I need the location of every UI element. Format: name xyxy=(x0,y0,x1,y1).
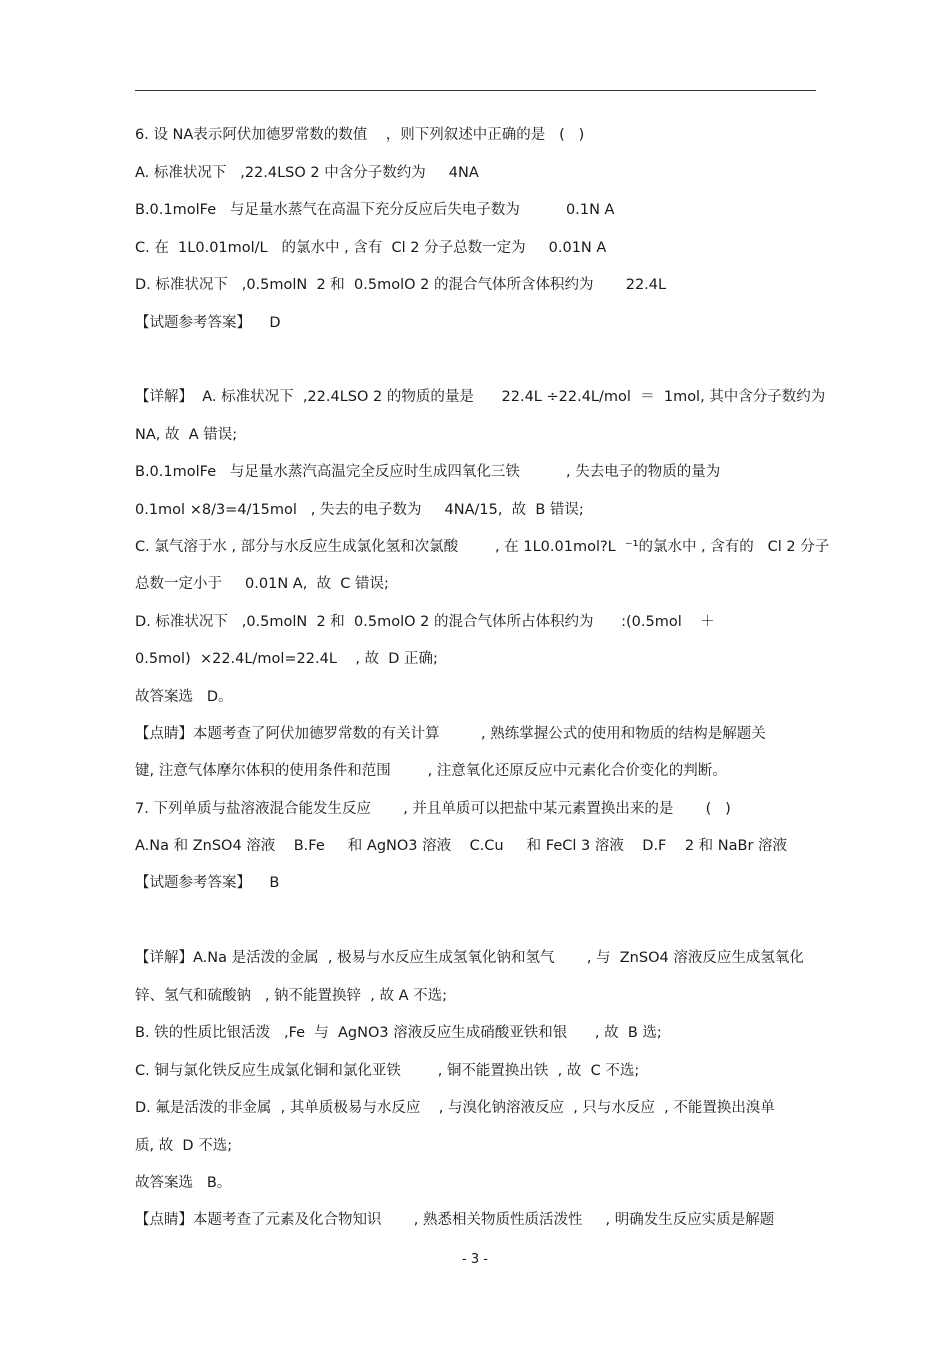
answer-line: 【试题参考答案】 B xyxy=(135,875,280,891)
text-line: 【点睛】本题考查了阿伏加德罗常数的有关计算 , 熟练掌握公式的使用和物质的结构是解题关 xyxy=(135,726,766,742)
text-line: B. 铁的性质比银活泼 ,Fe 与 AgNO3 溶液反应生成硝酸亚铁和银 , 故 B 选; xyxy=(135,1025,662,1041)
text-line: 6. 设 NA表示阿伏加德罗常数的数值 ，则下列叙述中正确的是 ( ) xyxy=(135,127,585,143)
text-line: B.0.1molFe 与足量水蒸汽高温完全反应时生成四氧化三铁 , 失去电子的物质的量为 xyxy=(135,464,721,480)
text-line: D. 标准状况下 ,0.5molN 2 和 0.5molO 2 的混合气体所含体积约为 22.4L xyxy=(135,277,667,293)
text-line: D. 氟是活泼的非金属 , 其单质极易与水反应 , 与溴化钠溶液反应 , 只与水反应 , 不能置换出溴单 xyxy=(135,1100,775,1116)
text-line: 键, 注意气体摩尔体积的使用条件和范围 , 注意氧化还原反应中元素化合价变化的判断。 xyxy=(135,763,727,779)
page-number: - 3 - xyxy=(462,1252,488,1267)
text-line: A.Na 和 ZnSO4 溶液 B.Fe 和 AgNO3 溶液 C.Cu 和 FeCl 3 溶液 D.F 2 和 NaBr 溶液 xyxy=(135,838,788,854)
text-line: 故答案选 B。 xyxy=(135,1175,232,1191)
text-line: 【详解】A.Na 是活泼的金属 , 极易与水反应生成氢氧化钠和氢气 , 与 ZnSO4 溶液反应生成氢氧化 xyxy=(135,950,804,966)
text-line: C. 在 1L0.01mol/L 的氯水中 , 含有 Cl 2 分子总数一定为 0.01N A xyxy=(135,240,607,256)
text-line: 【详解】 A. 标准状况下 ,22.4LSO 2 的物质的量是 22.4L ÷22.4L/mol ＝ 1mol, 其中含分子数约为 xyxy=(135,389,826,405)
text-line: A. 标准状况下 ,22.4LSO 2 中含分子数约为 4NA xyxy=(135,165,479,181)
text-line: C. 氯气溶于水 , 部分与水反应生成氯化氢和次氯酸 , 在 1L0.01mol?L ⁻¹的氯水中 , 含有的 Cl 2 分子 xyxy=(135,539,830,555)
text-line: D. 标准状况下 ,0.5molN 2 和 0.5molO 2 的混合气体所占体积约为 :(0.5mol ＋ xyxy=(135,614,715,630)
text-line: 质, 故 D 不选; xyxy=(135,1138,233,1154)
text-line: C. 铜与氯化铁反应生成氯化铜和氯化亚铁 , 铜不能置换出铁 , 故 C 不选; xyxy=(135,1063,640,1079)
text-line: 锌、氢气和硫酸钠 , 钠不能置换锌 , 故 A 不选; xyxy=(135,988,448,1004)
text-line: NA, 故 A 错误; xyxy=(135,427,238,443)
text-line: 总数一定小于 0.01N A, 故 C 错误; xyxy=(135,576,389,592)
text-line: 0.1mol ×8/3=4/15mol , 失去的电子数为 4NA/15, 故 B 错误; xyxy=(135,502,584,518)
text-line: B.0.1molFe 与足量水蒸气在高温下充分反应后失电子数为 0.1N A xyxy=(135,202,615,218)
answer-line: 【试题参考答案】 D xyxy=(135,315,281,331)
text-line: 0.5mol) ×22.4L/mol=22.4L , 故 D 正确; xyxy=(135,651,438,667)
text-line: 7. 下列单质与盐溶液混合能发生反应 , 并且单质可以把盐中某元素置换出来的是 ( ) xyxy=(135,801,731,817)
text-line: 故答案选 D。 xyxy=(135,689,233,705)
header-rule xyxy=(135,90,816,91)
text-line: 【点睛】本题考查了元素及化合物知识 , 熟悉相关物质性质活泼性 , 明确发生反应实质是解题 xyxy=(135,1212,775,1228)
